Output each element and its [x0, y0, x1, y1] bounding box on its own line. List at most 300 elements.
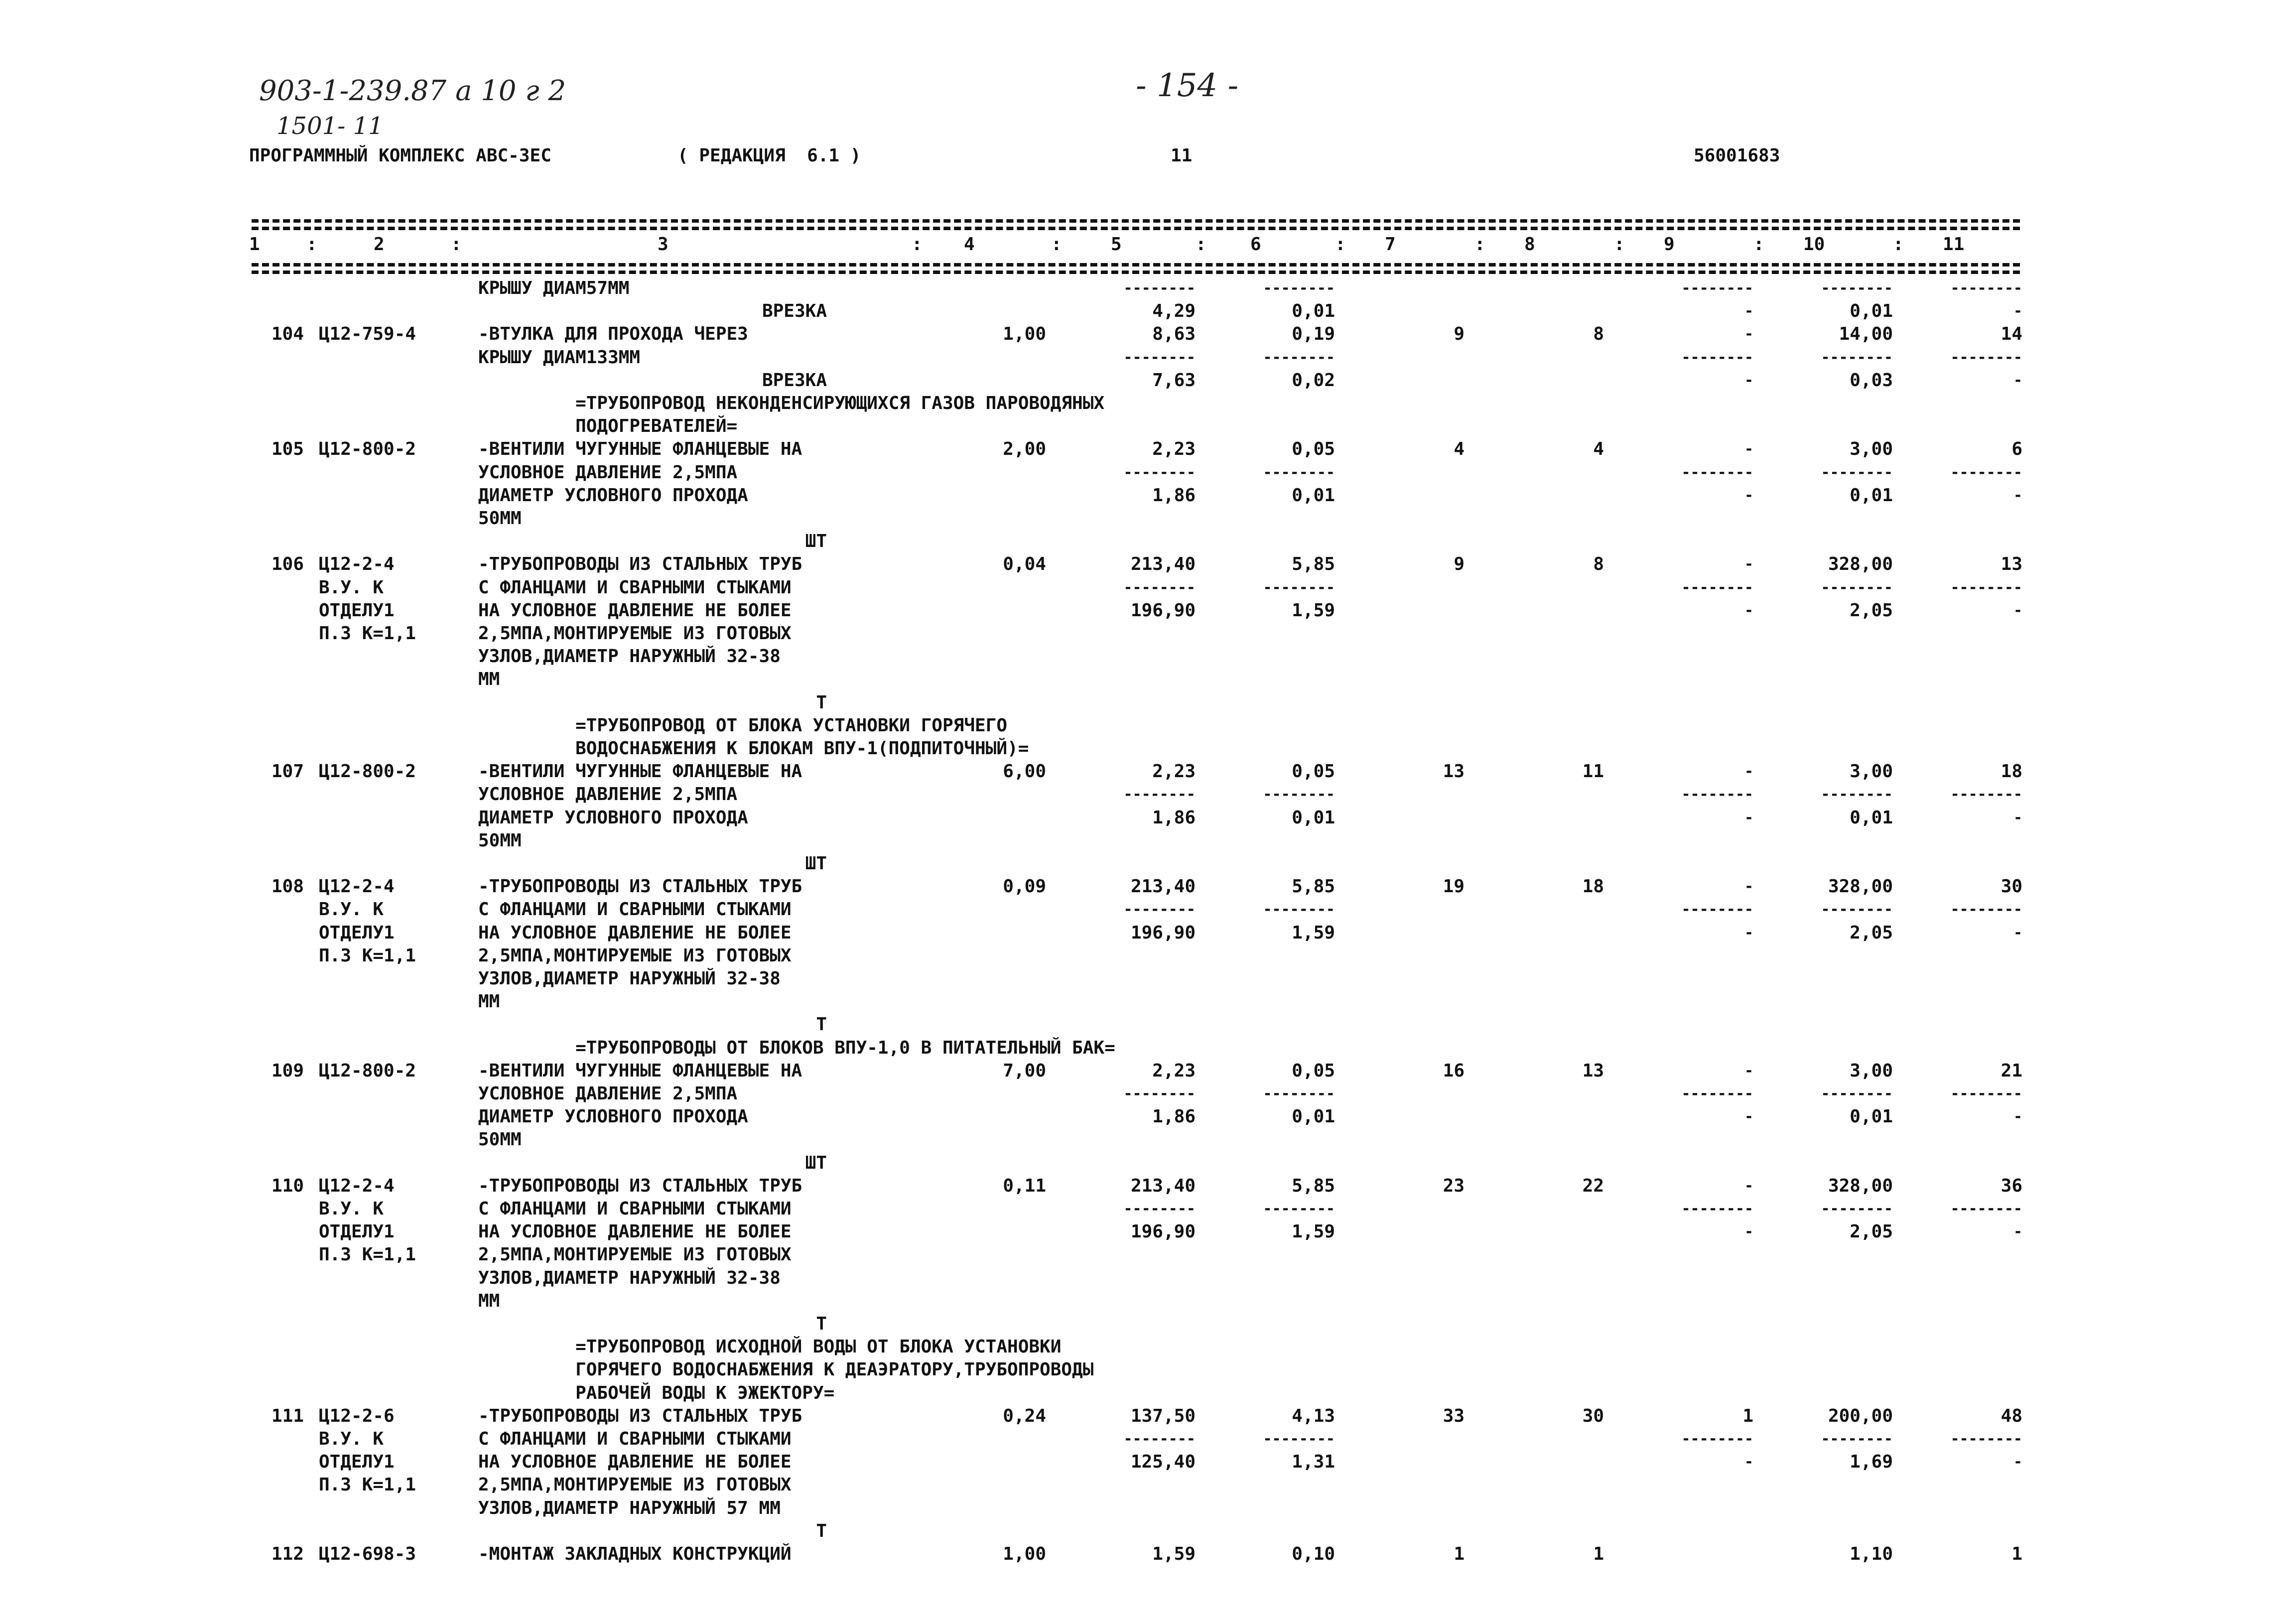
table-row [0, 346, 2269, 369]
labor-hours: 0,03 [1850, 370, 1893, 391]
quantity: 1,00 [1003, 1544, 1046, 1564]
unit-wage: 1,59 [1292, 1221, 1335, 1242]
total-labor: 48 [2001, 1405, 2022, 1426]
machine-cost: - [1744, 302, 1753, 320]
labor-hours: 2,05 [1850, 1221, 1893, 1242]
labor-hours: -------- [1821, 1200, 1893, 1218]
work-description: НА УСЛОВНОЕ ДАВЛЕНИЕ НЕ БОЛЕЕ [478, 1452, 792, 1473]
labor-hours: 1,10 [1850, 1544, 1893, 1564]
labor-hours: -------- [1821, 578, 1893, 596]
work-description: -ВЕНТИЛИ ЧУГУННЫЕ ФЛАНЦЕВЫЕ НА [478, 761, 802, 782]
column-separator: : [1474, 234, 1485, 255]
unit-cost: 196,90 [1130, 1221, 1196, 1242]
unit-wage: -------- [1263, 463, 1335, 481]
document-id: 56001683 [1694, 145, 1780, 166]
labor-hours: 328,00 [1828, 876, 1893, 897]
table-row [0, 507, 2269, 530]
machine-cost: 1 [1742, 1405, 1753, 1426]
unit-cost: 7,63 [1152, 370, 1196, 391]
total-labor: 36 [2001, 1175, 2022, 1196]
total-wage: 13 [1582, 1060, 1604, 1081]
machine-cost: -------- [1681, 786, 1753, 804]
total-labor: 1 [2011, 1544, 2022, 1564]
table-row [0, 945, 2269, 967]
norm-code: Ц12-759-4 [319, 324, 416, 345]
column-header-10: 10 [1803, 234, 1825, 255]
table-row [0, 599, 2269, 622]
norm-code: Ц12-698-3 [319, 1544, 416, 1564]
total-wage: 8 [1593, 554, 1604, 575]
labor-hours: 3,00 [1850, 1060, 1893, 1081]
column-separator: : [306, 234, 317, 255]
norm-code: В.У. К [319, 1199, 384, 1219]
table-row [0, 1152, 2269, 1175]
machine-cost: -------- [1681, 1085, 1753, 1102]
table-row [0, 1037, 2269, 1060]
quantity: 7,00 [1003, 1060, 1046, 1081]
row-number: 104 [271, 324, 304, 345]
unit-cost: 2,23 [1152, 439, 1196, 460]
row-number: 106 [271, 554, 304, 575]
work-description: КРЫШУ ДИАМ133ММ [478, 347, 641, 368]
labor-hours: 3,00 [1850, 439, 1893, 460]
work-description: НА УСЛОВНОЕ ДАВЛЕНИЕ НЕ БОЛЕЕ [478, 600, 792, 621]
unit-cost: 137,50 [1130, 1405, 1196, 1426]
machine-cost: - [1744, 486, 1753, 504]
machine-cost: - [1744, 371, 1753, 389]
unit-cost: 196,90 [1130, 600, 1196, 621]
table-row [0, 1013, 2269, 1036]
work-description: =ТРУБОПРОВОДЫ ОТ БЛОКОВ ВПУ-1,0 В ПИТАТЕЛЬНЫЙ БАК= [478, 1037, 1115, 1058]
table-row [0, 1198, 2269, 1220]
column-header-8: 8 [1524, 234, 1535, 255]
unit-wage: -------- [1263, 1200, 1335, 1218]
column-header-2: 2 [374, 234, 385, 255]
unit-cost: -------- [1123, 279, 1196, 297]
table-row [0, 898, 2269, 921]
unit-wage: 1,59 [1292, 600, 1335, 621]
unit-cost: 125,40 [1130, 1452, 1196, 1473]
work-description: С ФЛАНЦАМИ И СВАРНЫМИ СТЫКАМИ [478, 577, 792, 598]
norm-code: ОТДЕЛУ1 [319, 1221, 395, 1242]
work-description: -МОНТАЖ ЗАКЛАДНЫХ КОНСТРУКЦИЙ [478, 1544, 792, 1564]
unit-cost: 213,40 [1130, 554, 1196, 575]
total-wage: 4 [1593, 439, 1604, 460]
work-description: -ТРУБОПРОВОДЫ ИЗ СТАЛЬНЫХ ТРУБ [478, 554, 802, 575]
work-description: УСЛОВНОЕ ДАВЛЕНИЕ 2,5МПА [478, 462, 738, 483]
column-separator: : [912, 234, 923, 255]
column-header-row [0, 234, 2269, 259]
work-description: -ТРУБОПРОВОДЫ ИЗ СТАЛЬНЫХ ТРУБ [478, 876, 802, 897]
work-description: ММ [478, 991, 500, 1012]
norm-code: Ц12-2-6 [319, 1405, 395, 1426]
table-row [0, 990, 2269, 1013]
unit-cost: -------- [1123, 348, 1196, 366]
work-description: Т [816, 692, 827, 713]
machine-cost: - [1744, 1177, 1753, 1195]
work-description: Т [816, 1520, 827, 1541]
unit-wage: 0,05 [1292, 439, 1335, 460]
work-description: -ВТУЛКА ДЛЯ ПРОХОДА ЧЕРЕЗ [478, 324, 748, 345]
machine-cost: - [1744, 878, 1753, 896]
work-description: -ТРУБОПРОВОДЫ ИЗ СТАЛЬНЫХ ТРУБ [478, 1405, 802, 1426]
unit-wage: -------- [1263, 901, 1335, 919]
machine-cost: - [1744, 555, 1753, 573]
unit-cost: -------- [1123, 786, 1196, 804]
row-number: 110 [271, 1175, 304, 1196]
table-row [0, 1405, 2269, 1428]
table-row [0, 1105, 2269, 1128]
machine-cost: -------- [1681, 279, 1753, 297]
machine-cost: - [1744, 809, 1753, 826]
unit-wage: 0,01 [1292, 1106, 1335, 1127]
labor-hours: 0,01 [1850, 485, 1893, 506]
handwritten-sheet-code: 1501- 11 [276, 112, 384, 140]
unit-cost: 2,23 [1152, 761, 1196, 782]
labor-hours: 0,01 [1850, 301, 1893, 322]
edition: ( РЕДАКЦИЯ 6.1 ) [677, 145, 861, 166]
work-description: ШТ [805, 1152, 827, 1173]
norm-code: П.3 К=1,1 [319, 1475, 416, 1495]
labor-hours: -------- [1821, 463, 1893, 481]
table-row [0, 415, 2269, 438]
unit-cost: 2,23 [1152, 1060, 1196, 1081]
column-separator: : [1893, 234, 1904, 255]
total-labor: 14 [2001, 324, 2022, 345]
row-number: 111 [271, 1405, 304, 1426]
labor-hours: 200,00 [1828, 1405, 1893, 1426]
total-labor: - [2013, 924, 2022, 942]
norm-code: ОТДЕЛУ1 [319, 1452, 395, 1473]
total-labor: - [2013, 302, 2022, 320]
total-cost: 1 [1454, 1544, 1465, 1564]
table-row [0, 1451, 2269, 1474]
labor-hours: 14,00 [1839, 324, 1893, 345]
machine-cost: - [1744, 440, 1753, 458]
total-labor: - [2013, 809, 2022, 826]
table-row [0, 1358, 2269, 1381]
table-row [0, 484, 2269, 507]
table-row [0, 300, 2269, 323]
table-row [0, 1336, 2269, 1358]
unit-cost: 8,63 [1152, 324, 1196, 345]
total-labor: -------- [1950, 279, 2022, 297]
labor-hours: 3,00 [1850, 761, 1893, 782]
labor-hours: -------- [1821, 1085, 1893, 1102]
table-row [0, 1175, 2269, 1198]
unit-wage: 4,13 [1292, 1405, 1335, 1426]
column-header-11: 11 [1943, 234, 1965, 255]
table-row [0, 1128, 2269, 1151]
unit-cost: 1,86 [1152, 1106, 1196, 1127]
total-wage: 1 [1593, 1544, 1604, 1564]
norm-code: ОТДЕЛУ1 [319, 922, 395, 943]
unit-cost: 213,40 [1130, 1175, 1196, 1196]
norm-code: П.3 К=1,1 [319, 1244, 416, 1265]
table-row [0, 783, 2269, 806]
table-row [0, 461, 2269, 484]
table-row [0, 714, 2269, 737]
machine-cost: - [1744, 924, 1753, 942]
total-cost: 9 [1454, 324, 1465, 345]
norm-code: ОТДЕЛУ1 [319, 600, 395, 621]
column-header-7: 7 [1385, 234, 1396, 255]
labor-hours: 0,01 [1850, 1106, 1893, 1127]
total-labor: -------- [1950, 1430, 2022, 1448]
table-row [0, 829, 2269, 852]
machine-cost: - [1744, 1453, 1753, 1471]
unit-cost: 1,59 [1152, 1544, 1196, 1564]
total-cost: 4 [1454, 439, 1465, 460]
table-row [0, 530, 2269, 553]
work-description: УЗЛОВ,ДИАМЕТР НАРУЖНЫЙ 32-38 [478, 968, 781, 989]
table-row [0, 1520, 2269, 1543]
unit-wage: -------- [1263, 1430, 1335, 1448]
work-description: -ВЕНТИЛИ ЧУГУННЫЕ ФЛАНЦЕВЫЕ НА [478, 1060, 802, 1081]
norm-code: Ц12-800-2 [319, 439, 416, 460]
column-separator: : [1051, 234, 1062, 255]
program-name: ПРОГРАММНЫЙ КОМПЛЕКС АВС-ЗЕС [249, 145, 551, 166]
norm-code: В.У. К [319, 1429, 384, 1449]
machine-cost: -------- [1681, 463, 1753, 481]
labor-hours: 1,69 [1850, 1452, 1893, 1473]
work-description: ШТ [805, 531, 827, 552]
total-cost: 19 [1443, 876, 1465, 897]
handwritten-doc-code: 903-1-239.87 а 10 г 2 [259, 75, 566, 107]
table-row [0, 1083, 2269, 1105]
total-labor: - [2013, 601, 2022, 619]
work-description: УЗЛОВ,ДИАМЕТР НАРУЖНЫЙ 32-38 [478, 1267, 781, 1288]
work-description: КРЫШУ ДИАМ57ММ [478, 278, 630, 298]
work-description: НА УСЛОВНОЕ ДАВЛЕНИЕ НЕ БОЛЕЕ [478, 1221, 792, 1242]
table-row [0, 645, 2269, 668]
total-labor: - [2013, 1453, 2022, 1471]
header-bottom-rule-2 [252, 271, 2020, 274]
unit-wage: -------- [1263, 348, 1335, 366]
machine-cost: - [1744, 1062, 1753, 1080]
unit-wage: 5,85 [1292, 876, 1335, 897]
column-header-3: 3 [658, 234, 668, 255]
total-cost: 13 [1443, 761, 1465, 782]
total-labor: -------- [1950, 348, 2022, 366]
work-description: ДИАМЕТР УСЛОВНОГО ПРОХОДА [478, 807, 748, 828]
column-separator: : [1753, 234, 1764, 255]
table-row [0, 369, 2269, 392]
unit-wage: 1,31 [1292, 1452, 1335, 1473]
unit-wage: -------- [1263, 786, 1335, 804]
table-row [0, 553, 2269, 576]
unit-wage: -------- [1263, 578, 1335, 596]
total-labor: -------- [1950, 786, 2022, 804]
norm-code: В.У. К [319, 577, 384, 598]
total-wage: 22 [1582, 1175, 1604, 1196]
column-separator: : [1335, 234, 1346, 255]
work-description: 50ММ [478, 508, 522, 529]
column-header-4: 4 [964, 234, 975, 255]
work-description: ММ [478, 669, 500, 690]
work-description: НА УСЛОВНОЕ ДАВЛЕНИЕ НЕ БОЛЕЕ [478, 922, 792, 943]
unit-wage: 0,05 [1292, 761, 1335, 782]
total-wage: 8 [1593, 324, 1604, 345]
labor-hours: 328,00 [1828, 554, 1893, 575]
work-description: 50ММ [478, 830, 522, 851]
total-labor: - [2013, 486, 2022, 504]
total-labor: 30 [2001, 876, 2022, 897]
table-row [0, 760, 2269, 783]
unit-cost: 4,29 [1152, 301, 1196, 322]
labor-hours: -------- [1821, 279, 1893, 297]
machine-cost: - [1744, 1223, 1753, 1241]
work-description: ВРЕЗКА [762, 301, 827, 322]
labor-hours: 2,05 [1850, 922, 1893, 943]
work-description: С ФЛАНЦАМИ И СВАРНЫМИ СТЫКАМИ [478, 899, 792, 920]
labor-hours: -------- [1821, 901, 1893, 919]
table-row [0, 875, 2269, 898]
unit-wage: 0,01 [1292, 485, 1335, 506]
work-description: ММ [478, 1290, 500, 1311]
table-row [0, 323, 2269, 346]
work-description: =ТРУБОПРОВОД НЕКОНДЕНСИРУЮЩИХСЯ ГАЗОВ ПАРОВОДЯНЫХ [478, 393, 1105, 413]
table-row [0, 1382, 2269, 1405]
row-number: 108 [271, 876, 304, 897]
unit-wage: 0,02 [1292, 370, 1335, 391]
norm-code: В.У. К [319, 899, 384, 920]
total-wage: 30 [1582, 1405, 1604, 1426]
total-labor: -------- [1950, 463, 2022, 481]
norm-code: Ц12-800-2 [319, 761, 416, 782]
total-cost: 9 [1454, 554, 1465, 575]
work-description: 2,5МПА,МОНТИРУЕМЫЕ ИЗ ГОТОВЫХ [478, 1475, 792, 1495]
column-header-6: 6 [1250, 234, 1261, 255]
labor-hours: 0,01 [1850, 807, 1893, 828]
table-row [0, 852, 2269, 875]
total-labor: - [2013, 371, 2022, 389]
unit-cost: 213,40 [1130, 876, 1196, 897]
quantity: 0,11 [1003, 1175, 1046, 1196]
table-row [0, 1474, 2269, 1496]
row-number: 112 [271, 1544, 304, 1564]
table-row [0, 691, 2269, 714]
total-cost: 23 [1443, 1175, 1465, 1196]
work-description: ДИАМЕТР УСЛОВНОГО ПРОХОДА [478, 485, 748, 506]
total-cost: 33 [1443, 1405, 1465, 1426]
row-number: 109 [271, 1060, 304, 1081]
table-row [0, 1313, 2269, 1336]
unit-cost: 196,90 [1130, 922, 1196, 943]
work-description: РАБОЧЕЙ ВОДЫ К ЭЖЕКТОРУ= [478, 1382, 835, 1403]
row-number: 107 [271, 761, 304, 782]
unit-wage: -------- [1263, 279, 1335, 297]
work-description: -ТРУБОПРОВОДЫ ИЗ СТАЛЬНЫХ ТРУБ [478, 1175, 802, 1196]
unit-wage: 0,01 [1292, 301, 1335, 322]
column-separator: : [1614, 234, 1625, 255]
labor-hours: -------- [1821, 348, 1893, 366]
machine-cost: - [1744, 1108, 1753, 1126]
machine-cost: - [1744, 601, 1753, 619]
quantity: 6,00 [1003, 761, 1046, 782]
unit-cost: -------- [1123, 901, 1196, 919]
column-separator: : [1196, 234, 1206, 255]
table-row [0, 668, 2269, 691]
total-labor: - [2013, 1108, 2022, 1126]
table-row [0, 622, 2269, 645]
work-description: 2,5МПА,МОНТИРУЕМЫЕ ИЗ ГОТОВЫХ [478, 1244, 792, 1265]
sheet-number: 11 [1171, 145, 1193, 166]
work-description: ДИАМЕТР УСЛОВНОГО ПРОХОДА [478, 1106, 748, 1127]
table-row [0, 807, 2269, 829]
unit-cost: -------- [1123, 578, 1196, 596]
total-labor: 18 [2001, 761, 2022, 782]
labor-hours: -------- [1821, 786, 1893, 804]
unit-wage: 5,85 [1292, 1175, 1335, 1196]
unit-cost: -------- [1123, 1200, 1196, 1218]
machine-cost: -------- [1681, 348, 1753, 366]
total-wage: 18 [1582, 876, 1604, 897]
work-description: ВРЕЗКА [762, 370, 827, 391]
machine-cost: - [1744, 763, 1753, 781]
work-description: 2,5МПА,МОНТИРУЕМЫЕ ИЗ ГОТОВЫХ [478, 623, 792, 644]
column-header-1: 1 [249, 234, 260, 255]
total-labor: -------- [1950, 578, 2022, 596]
table-row [0, 1497, 2269, 1520]
unit-cost: -------- [1123, 1430, 1196, 1448]
table-row [0, 277, 2269, 300]
work-description: УЗЛОВ,ДИАМЕТР НАРУЖНЫЙ 57 ММ [478, 1497, 781, 1518]
work-description: -ВЕНТИЛИ ЧУГУННЫЕ ФЛАНЦЕВЫЕ НА [478, 439, 802, 460]
work-description: ГОРЯЧЕГО ВОДОСНАБЖЕНИЯ К ДЕАЭРАТОРУ,ТРУБОПРОВОДЫ [478, 1359, 1094, 1380]
header-bottom-rule [252, 263, 2020, 267]
table-row [0, 576, 2269, 599]
unit-wage: -------- [1263, 1085, 1335, 1102]
unit-wage: 0,19 [1292, 324, 1335, 345]
table-row [0, 438, 2269, 461]
machine-cost: -------- [1681, 1200, 1753, 1218]
unit-wage: 5,85 [1292, 554, 1335, 575]
machine-cost: - [1744, 325, 1753, 343]
total-labor: -------- [1950, 1085, 2022, 1102]
total-labor: -------- [1950, 1200, 2022, 1218]
table-row [0, 922, 2269, 945]
quantity: 0,04 [1003, 554, 1046, 575]
total-labor: 13 [2001, 554, 2022, 575]
work-description: =ТРУБОПРОВОД ИСХОДНОЙ ВОДЫ ОТ БЛОКА УСТАНОВКИ [478, 1337, 1062, 1357]
labor-hours: -------- [1821, 1430, 1893, 1448]
total-cost: 16 [1443, 1060, 1465, 1081]
norm-code: Ц12-800-2 [319, 1060, 416, 1081]
unit-wage: 0,10 [1292, 1544, 1335, 1564]
work-description: ПОДОГРЕВАТЕЛЕЙ= [478, 416, 738, 437]
table-row [0, 1267, 2269, 1290]
work-description: ВОДОСНАБЖЕНИЯ К БЛОКАМ ВПУ-1(ПОДПИТОЧНЫЙ)= [478, 738, 1029, 759]
norm-code: П.3 К=1,1 [319, 623, 416, 644]
labor-hours: 2,05 [1850, 600, 1893, 621]
unit-cost: -------- [1123, 463, 1196, 481]
work-description: Т [816, 1314, 827, 1334]
table-row [0, 737, 2269, 760]
table-row [0, 1243, 2269, 1266]
work-description: С ФЛАНЦАМИ И СВАРНЫМИ СТЫКАМИ [478, 1199, 792, 1219]
labor-hours: 328,00 [1828, 1175, 1893, 1196]
table-row [0, 1060, 2269, 1083]
unit-wage: 1,59 [1292, 922, 1335, 943]
unit-cost: 1,86 [1152, 807, 1196, 828]
total-labor: -------- [1950, 901, 2022, 919]
norm-code: Ц12-2-4 [319, 876, 395, 897]
total-labor: - [2013, 1223, 2022, 1241]
work-description: Т [816, 1014, 827, 1035]
row-number: 105 [271, 439, 304, 460]
table-row [0, 967, 2269, 990]
